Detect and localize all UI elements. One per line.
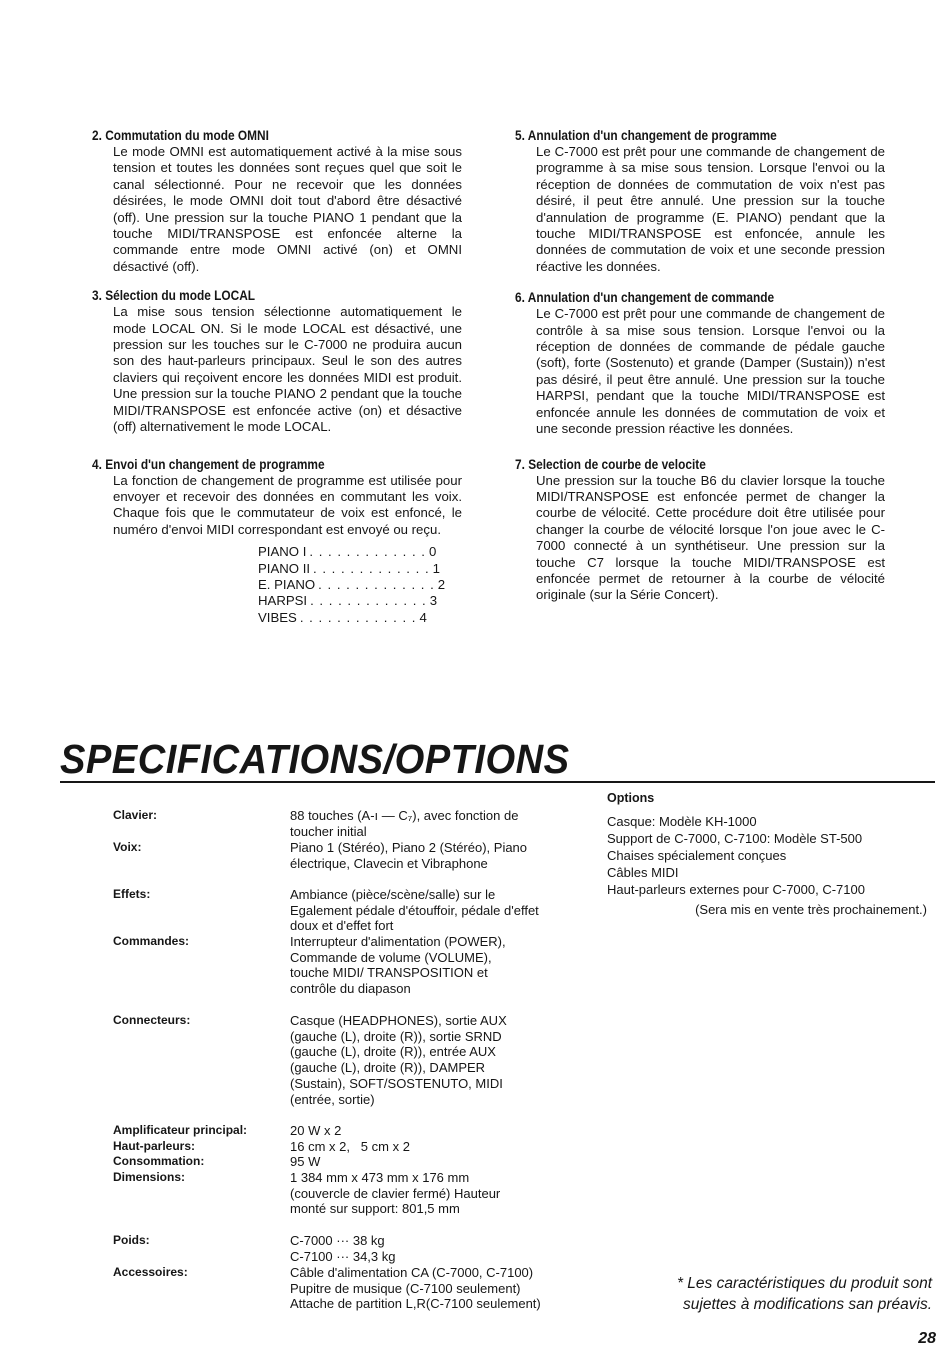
section-velocity-curve [515,456,885,604]
spec-value: 1 384 mm x 473 mm x 176 mm (couvercle de clavier fermé) Hauteur monté sur support: 801,5 mm [290,1170,501,1217]
spec-label: Connecteurs: [113,1013,191,1027]
section-title: 2. Commutation du mode OMNI [92,128,269,143]
option-item: Casque: Modèle KH-1000 [607,814,757,829]
option-item: Chaises spécialement conçues [607,848,787,863]
spec-value: Casque (HEADPHONES), sortie AUX (gauche (L), droite (R)), sortie SRND (gauche (L), droite (R)), entrée AUX (gauche (L), droite (R)), DAMPER (Sustain), SOFT/SOSTENUTO, MIDI (entrée, sortie) [290,1013,507,1107]
specifications-table [113,808,590,1312]
section-program-cancel [515,127,885,275]
spec-label: Clavier: [113,808,158,822]
options-block [607,789,927,918]
program-row: HARPSI . . . . . . . . . . . . . 3 [258,593,438,609]
spec-value: 16 cm x 2, 5 cm x 2 [290,1138,410,1154]
section-omni [92,127,462,275]
program-row: PIANO II . . . . . . . . . . . . . 1 [258,560,440,576]
heading-rule [60,781,935,783]
section-body: Le C-7000 est prêt pour une commande de changement de contrôle à sa mise sous tension. Lorsque l'envoi ou la réception de données de commande de pédale gauche (soft), forte (Sostenuto) et grande (Damper (Sustain)) n'est pas désiré, il peut être annulé. Une pression sur la touche HARPSI, pendant que la touche MIDI/TRANSPOSE est enfoncée annule les données de commutation de voix et une seconde pression réactive les données. [536,306,885,437]
spec-value: 20 W x 2 [290,1123,342,1138]
program-row: VIBES . . . . . . . . . . . . . 4 [258,609,427,625]
program-name: HARPSI [258,593,308,609]
section-title: 5. Annulation d'un changement de programme [515,128,777,143]
program-number: 3 [429,593,438,609]
program-number: 1 [432,560,440,576]
left-column [92,127,462,638]
section-control-cancel [515,289,885,437]
spec-value: C-7000 ··· 38 kg C-7100 ··· 34,3 kg [290,1233,396,1264]
program-number: 2 [437,576,446,592]
section-title: 4. Envoi d'un changement de programme [92,456,325,472]
spec-row [113,840,590,887]
spec-value: Ambiance (pièce/scène/salle) sur le Egalement pédale d'étouffoir, pédale d'effet doux et d'effet fort [290,887,539,934]
program-number-table [258,544,462,626]
spec-row [113,1154,590,1170]
option-item: Haut-parleurs externes pour C-7000, C-7100 [607,882,865,897]
spec-value: Piano 1 (Stéréo), Piano 2 (Stéréo), Piano électrique, Clavecin et Vibraphone [290,840,528,871]
section-body: La mise sous tension sélectionne automatiquement le mode LOCAL ON. Si le mode LOCAL est désactivé, une pression sur les touches sur le C-7000 ne produira aucun son des haut-parleurs principaux. Seul le son des autres claviers qui reçoivent encore les données MIDI est produit. Une pression sur la touche PIANO 2 pendant que la touche MIDI/TRANSPOSE est enfoncée active (on) et désactive (off) alternativement le mode LOCAL. [113,304,462,435]
section-body: Le C-7000 est prêt pour une commande de changement de programme à sa mise sous tension. Lorsque l'envoi ou la réception de données de commutation de voix n'est pas désiré, il peut être annulé. Une pression sur la touche d'annulation de programme (E. PIANO) pendant que la touche MIDI/TRANSPOSE est enfoncée, annule les données de commutation de voix et une seconde pression réactive les données. [536,144,885,274]
spec-row [113,934,590,1013]
program-name: VIBES [258,609,297,625]
spec-label: Accessoires: [113,1265,188,1280]
program-row: E. PIANO . . . . . . . . . . . . . 2 [258,576,446,592]
section-body: Une pression sur la touche B6 du clavier lorsque la touche MIDI/TRANSPOSE est enfoncée permet de changer la courbe de vélocité. Cette procédure doit être utilisée pour changer la courbe de vélocité lorsque l'on joue avec le C-7000 connecté à un synthétiseur. Une pression sur la touche C7 lorsque la touche MIDI/TRANSPOSE est enfoncée permet de retourner à la courbe de vélocité originale (sur la Série Concert). [536,472,885,603]
option-item: Câbles MIDI [607,865,679,880]
program-name: E. PIANO [258,576,316,592]
footnote: * Les caractéristiques du produit sont sujettes à modifications san préavis. [676,1275,932,1313]
spec-label: Voix: [113,840,142,854]
section-title: 7. Selection de courbe de velocite [515,456,706,472]
option-item: Support de C-7000, C-7100: Modèle ST-500 [607,831,863,846]
page-number: 28 [918,1330,936,1347]
options-title: Options [607,791,655,805]
section-local [92,287,462,435]
program-name: PIANO I [258,544,307,560]
spec-label: Commandes: [113,934,190,948]
spec-row [113,1233,590,1265]
spec-value: 88 touches (A-ı — C₇), avec fonction de toucher initial [290,808,519,839]
program-name: PIANO II [258,560,311,576]
spec-row [113,1123,590,1139]
section-title: 6. Annulation d'un changement de commande [515,290,775,306]
spec-value: Interrupteur d'alimentation (POWER), Commande de volume (VOLUME), touche MIDI/ TRANSPOSITION et contrôle du diapason [290,934,506,997]
spec-row [113,1013,590,1123]
spec-row [113,808,590,840]
program-number: 0 [428,544,437,560]
section-title: 3. Sélection du mode LOCAL [92,288,256,304]
specifications-heading: SPECIFICATIONS/OPTIONS [60,736,570,782]
program-row: PIANO I . . . . . . . . . . . . . 0 [258,544,437,560]
spec-row [113,1170,590,1233]
spec-row [113,1139,590,1155]
section-body: La fonction de changement de programme est utilisée pour envoyer et recevoir des données en commutant les voix. Chaque fois que le commutateur de voix est enfoncé, le numéro d'envoi MIDI correspondant est envoyé ou reçu. [113,472,462,537]
section-program-change [92,456,462,627]
spec-value: 95 W [290,1154,321,1170]
options-note: (Sera mis en vente très prochainement.) [695,902,927,917]
spec-value: Câble d'alimentation CA (C-7000, C-7100) Pupitre de musique (C-7100 seulement) Attache de partition L,R(C-7100 seulement) [290,1265,541,1312]
spec-label: Haut-parleurs: [113,1138,196,1153]
spec-label: Consommation: [113,1154,205,1169]
spec-row [113,887,590,934]
spec-label: Poids: [113,1233,150,1248]
spec-label: Dimensions: [113,1170,186,1185]
spec-label: Amplificateur principal: [113,1123,248,1137]
spec-label: Effets: [113,887,151,901]
program-number: 4 [419,609,427,625]
section-body: Le mode OMNI est automatiquement activé à la mise sous tension et toutes les données sont reçues quel que soit le canal sélectionné. Pour ne recevoir que les données désirées, le mode OMNI doit tout d'abord être désactivé (off). Une pression sur la touche PIANO 1 pendant que la touche MIDI/TRANSPOSE est enfoncée alterne la commande entre mode OMNI activé (on) et OMNI désactivé (off). [113,144,462,274]
spec-row [113,1265,590,1312]
right-column [515,127,885,616]
